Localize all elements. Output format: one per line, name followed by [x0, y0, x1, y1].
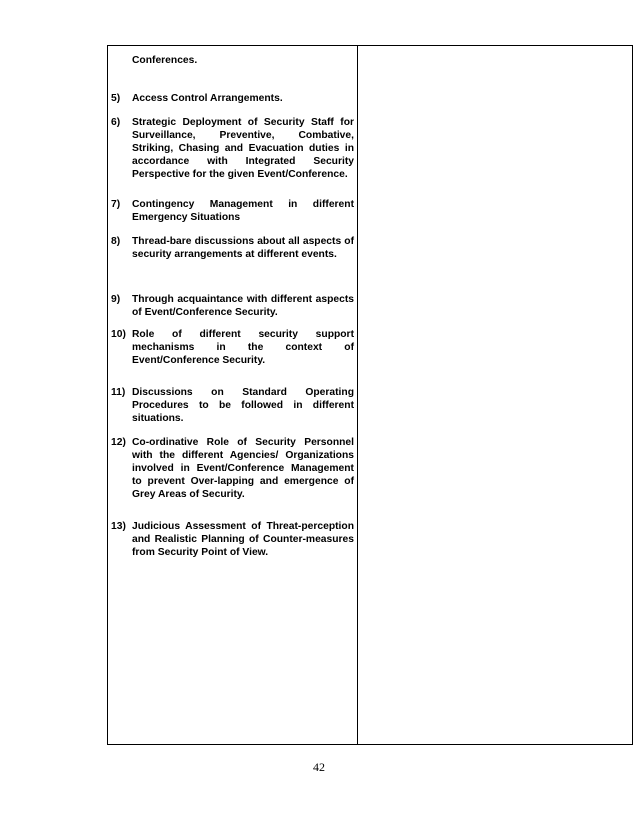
item-text: Contingency Management in different Emergency Situations [132, 199, 354, 223]
item-text: Through acquaintance with different aspects of Event/Conference Security. [132, 294, 354, 318]
item-number: 12) [111, 437, 126, 448]
item-text: Co-ordinative Role of Security Personnel with the different Agencies/ Organizations involved in Event/Conference Management to prevent Over-lapping and emergence of Grey Areas of Security. [132, 437, 354, 500]
topics-column [108, 46, 358, 744]
content-table [107, 45, 633, 745]
item-number: 13) [111, 521, 126, 532]
list-item-13 [111, 520, 354, 559]
list-item-12 [111, 436, 354, 501]
item-number: 5) [111, 93, 121, 104]
list-item-5 [111, 92, 354, 105]
list-item-8 [111, 235, 354, 261]
item-number: 11) [111, 387, 126, 398]
empty-column [358, 46, 632, 744]
item-number: 7) [111, 199, 121, 210]
item-number: 10) [111, 329, 126, 340]
list-item-11 [111, 386, 354, 425]
item-number: 6) [111, 117, 121, 128]
list-item-7 [111, 198, 354, 224]
item-text: Access Control Arrangements. [132, 93, 283, 104]
item-text: Strategic Deployment of Security Staff for Surveillance, Preventive, Combative, Striking, Chasing and Evacuation duties in accordance with Integrated Security Perspective for the given Event/Conference. [132, 117, 354, 180]
page-number: 42 [313, 760, 325, 774]
item-number: 8) [111, 236, 121, 247]
item-text: Thread-bare discussions about all aspects of security arrangements at different events. [132, 236, 354, 260]
item-number: 9) [111, 294, 121, 305]
list-item-9 [111, 293, 354, 319]
list-item-10 [111, 328, 354, 367]
item-text: Judicious Assessment of Threat-perception and Realistic Planning of Counter-measures from Security Point of View. [132, 521, 354, 558]
item-text: Role of different security support mechanisms in the context of Event/Conference Security. [132, 329, 354, 366]
list-item-6 [111, 116, 354, 181]
continuation-text: Conferences. [132, 55, 198, 66]
item-text: Discussions on Standard Operating Procedures to be followed in different situations. [132, 387, 354, 424]
